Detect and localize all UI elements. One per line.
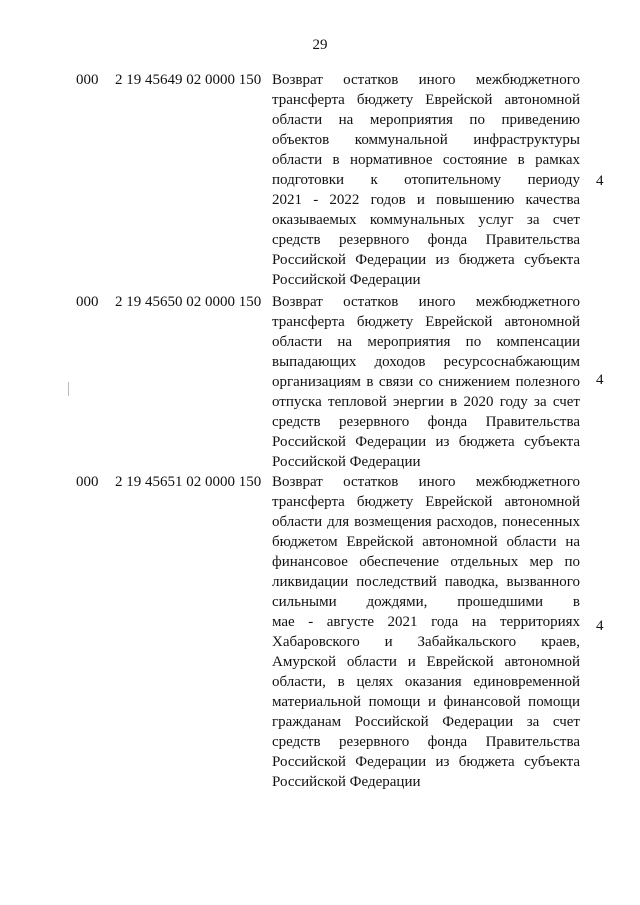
kbk-code: 2 19 45651 02 0000 150 <box>115 474 262 490</box>
description-line: Российской Федерации из бюджета субъекта <box>272 434 580 450</box>
description-line: Российской Федерации <box>272 272 421 288</box>
description-line: Российской Федерации из бюджета субъекта <box>272 754 580 770</box>
description-line: средств резервного фонда Правительства <box>272 232 580 248</box>
page-number: 29 <box>312 37 328 53</box>
description-line: трансферта бюджету Еврейской автономной <box>272 92 580 108</box>
description-line: 2021 - 2022 годов и повышению качества <box>272 192 580 208</box>
admin-code: 000 <box>76 474 99 490</box>
description-line: Возврат остатков иного межбюджетного <box>272 294 580 310</box>
description-line: оказываемых коммунальных услуг за счет <box>272 212 580 228</box>
admin-code: 000 <box>76 294 99 310</box>
description-line: мае - августе 2021 года на территориях <box>272 614 580 630</box>
description-line: области в нормативное состояние в рамках <box>272 152 580 168</box>
description-line: выпадающих доходов ресурсоснабжающим <box>272 354 580 370</box>
description-line: области на мероприятия по компенсации <box>272 334 580 350</box>
description-line: области, в целях оказания единовременной <box>272 674 580 690</box>
description-line: гражданам Российской Федерации за счет <box>272 714 580 730</box>
description-line: ликвидации последствий паводка, вызванного <box>272 574 580 590</box>
description-line: подготовки к отопительному периоду <box>272 172 580 188</box>
kbk-code: 2 19 45649 02 0000 150 <box>115 72 262 88</box>
description-line: Российской Федерации из бюджета субъекта <box>272 252 580 268</box>
row-description <box>272 70 580 290</box>
row-description <box>272 472 580 792</box>
description-line: организациям в связи со снижением полезного <box>272 374 580 390</box>
description-line: Возврат остатков иного межбюджетного <box>272 474 580 490</box>
description-line: Возврат остатков иного межбюджетного <box>272 72 580 88</box>
group-code: 4 <box>596 618 604 634</box>
group-code: 4 <box>596 173 604 189</box>
description-line: объектов коммунальной инфраструктуры <box>272 132 580 148</box>
description-line: средств резервного фонда Правительства <box>272 414 580 430</box>
kbk-code: 2 19 45650 02 0000 150 <box>115 294 262 310</box>
row-description <box>272 292 580 472</box>
admin-code: 000 <box>76 72 99 88</box>
description-line: трансферта бюджету Еврейской автономной <box>272 494 580 510</box>
description-line: отпуска тепловой энергии в 2020 году за счет <box>272 394 580 410</box>
description-line: финансовое обеспечение отдельных мер по <box>272 554 580 570</box>
description-line: материальной помощи и финансовой помощи <box>272 694 580 710</box>
description-line: бюджетом Еврейской автономной области на <box>272 534 580 550</box>
description-line: трансферта бюджету Еврейской автономной <box>272 314 580 330</box>
description-line: области для возмещения расходов, понесенных <box>272 514 580 530</box>
description-line: сильными дождями, прошедшими в <box>272 594 580 610</box>
description-line: средств резервного фонда Правительства <box>272 734 580 750</box>
description-line: Амурской области и Еврейской автономной <box>272 654 580 670</box>
description-line: Российской Федерации <box>272 454 421 470</box>
description-line: Хабаровского и Забайкальского краев, <box>272 634 580 650</box>
description-line: Российской Федерации <box>272 774 421 790</box>
group-code: 4 <box>596 372 604 388</box>
description-line: области на мероприятия по приведению <box>272 112 580 128</box>
scan-mark <box>68 382 69 396</box>
